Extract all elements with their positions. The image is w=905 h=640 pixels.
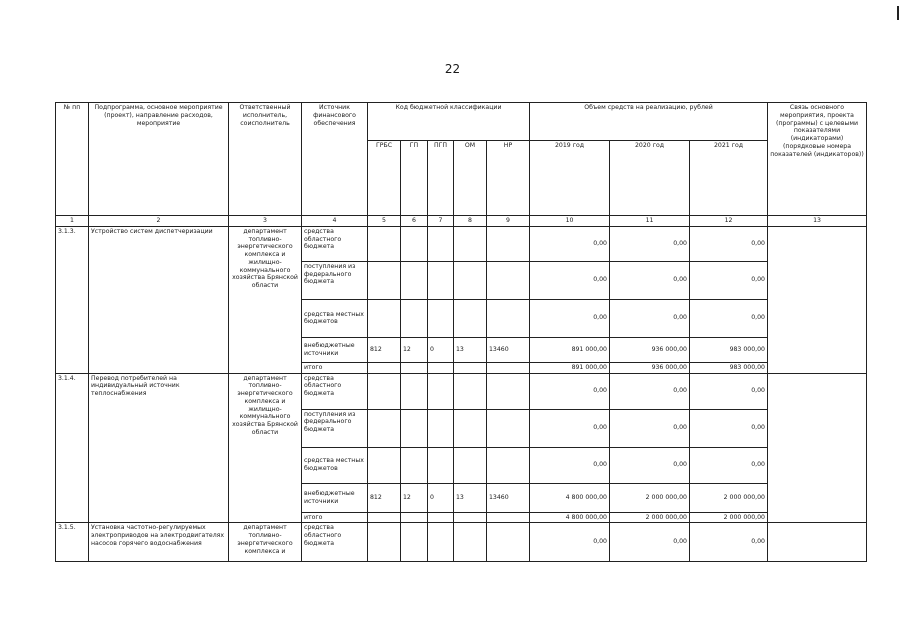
header-grbs: ГРБС bbox=[368, 141, 401, 216]
amount-2019: 0,00 bbox=[530, 226, 610, 261]
amount-2020: 0,00 bbox=[610, 373, 690, 409]
column-numbers-row bbox=[56, 216, 867, 227]
amount-2020: 0,00 bbox=[610, 409, 690, 447]
budget-table bbox=[55, 102, 867, 562]
col-number: 7 bbox=[428, 216, 454, 227]
amount-2019: 0,00 bbox=[530, 373, 610, 409]
header-link: Связь основного мероприятия, проекта (программы) с целевыми показателями (индикаторами) (порядковые номера показателей (индикаторов)) bbox=[768, 103, 867, 216]
col-number: 2 bbox=[89, 216, 229, 227]
source-regional: средства областного бюджета bbox=[302, 226, 368, 261]
amount-2021: 0,00 bbox=[690, 226, 768, 261]
amount-2020: 2 000 000,00 bbox=[610, 483, 690, 512]
amount-2019: 0,00 bbox=[530, 299, 610, 337]
amount-2019: 0,00 bbox=[530, 409, 610, 447]
source-federal: поступления из федерального бюджета bbox=[302, 409, 368, 447]
total-2020: 2 000 000,00 bbox=[610, 512, 690, 523]
code-grbs: 812 bbox=[368, 337, 401, 362]
code-grbs: 812 bbox=[368, 483, 401, 512]
source-regional: средства областного бюджета bbox=[302, 523, 368, 562]
amount-2021: 0,00 bbox=[690, 523, 768, 562]
header-subprogram: Подпрограмма, основное мероприятие (проект), направление расходов, мероприятие bbox=[89, 103, 229, 216]
code-nr: 13460 bbox=[487, 337, 530, 362]
source-extra: внебюджетные источники bbox=[302, 483, 368, 512]
row-num: 3.1.4. bbox=[56, 373, 89, 523]
header-2021: 2021 год bbox=[690, 141, 768, 216]
header-pgp: ПГП bbox=[428, 141, 454, 216]
col-number: 6 bbox=[401, 216, 428, 227]
total-2021: 2 000 000,00 bbox=[690, 512, 768, 523]
total-2020: 936 000,00 bbox=[610, 362, 690, 373]
code-om: 13 bbox=[454, 337, 487, 362]
amount-2019: 0,00 bbox=[530, 523, 610, 562]
amount-2020: 0,00 bbox=[610, 447, 690, 483]
amount-2020: 0,00 bbox=[610, 261, 690, 299]
header-budget-code: Код бюджетной классификации bbox=[368, 103, 530, 141]
header-nr: НР bbox=[487, 141, 530, 216]
table-row bbox=[56, 226, 867, 261]
col-number: 11 bbox=[610, 216, 690, 227]
row-num: 3.1.5. bbox=[56, 523, 89, 562]
table-row bbox=[56, 373, 867, 409]
code-gp: 12 bbox=[401, 337, 428, 362]
source-total: итого bbox=[302, 362, 368, 373]
row-executor: департамент топливно-энергетического комплекса и жилищно-коммунального хозяйства Брянской области bbox=[229, 226, 302, 373]
amount-2019: 891 000,00 bbox=[530, 337, 610, 362]
source-total: итого bbox=[302, 512, 368, 523]
row-executor: департамент топливно-энергетического комплекса и жилищно-коммунального хозяйства Брянской области bbox=[229, 373, 302, 523]
amount-2021: 0,00 bbox=[690, 373, 768, 409]
col-number: 8 bbox=[454, 216, 487, 227]
code-nr: 13460 bbox=[487, 483, 530, 512]
col-number: 5 bbox=[368, 216, 401, 227]
source-regional: средства областного бюджета bbox=[302, 373, 368, 409]
code-om: 13 bbox=[454, 483, 487, 512]
amount-2019: 0,00 bbox=[530, 447, 610, 483]
header-num: № пп bbox=[56, 103, 89, 216]
amount-2021: 0,00 bbox=[690, 299, 768, 337]
amount-2020: 0,00 bbox=[610, 299, 690, 337]
col-number: 10 bbox=[530, 216, 610, 227]
row-executor: департамент топливно-энергетического комплекса и bbox=[229, 523, 302, 562]
code-pgp: 0 bbox=[428, 337, 454, 362]
amount-2021: 983 000,00 bbox=[690, 337, 768, 362]
code-pgp: 0 bbox=[428, 483, 454, 512]
code-gp: 12 bbox=[401, 483, 428, 512]
amount-2020: 0,00 bbox=[610, 226, 690, 261]
amount-2021: 0,00 bbox=[690, 261, 768, 299]
col-number: 4 bbox=[302, 216, 368, 227]
total-2019: 4 800 000,00 bbox=[530, 512, 610, 523]
amount-2019: 0,00 bbox=[530, 261, 610, 299]
row-measure: Установка частотно-регулируемых электроприводов на электродвигателях насосов горячего водоснабжения bbox=[89, 523, 229, 562]
col-number: 12 bbox=[690, 216, 768, 227]
header-om: ОМ bbox=[454, 141, 487, 216]
source-extra: внебюджетные источники bbox=[302, 337, 368, 362]
col-number: 1 bbox=[56, 216, 89, 227]
row-measure: Перевод потребителей на индивидуальный источник теплоснабжения bbox=[89, 373, 229, 523]
source-local: средства местных бюджетов bbox=[302, 299, 368, 337]
header-gp: ГП bbox=[401, 141, 428, 216]
source-local: средства местных бюджетов bbox=[302, 447, 368, 483]
header-source: Источник финансового обеспечения bbox=[302, 103, 368, 216]
table-row bbox=[56, 523, 867, 562]
col-number: 13 bbox=[768, 216, 867, 227]
row-measure: Устройство систем диспетчеризации bbox=[89, 226, 229, 373]
header-2019: 2019 год bbox=[530, 141, 610, 216]
amount-2020: 936 000,00 bbox=[610, 337, 690, 362]
row-num: 3.1.3. bbox=[56, 226, 89, 373]
page-number: 22 bbox=[444, 62, 461, 76]
total-2019: 891 000,00 bbox=[530, 362, 610, 373]
col-number: 3 bbox=[229, 216, 302, 227]
amount-2021: 2 000 000,00 bbox=[690, 483, 768, 512]
total-2021: 983 000,00 bbox=[690, 362, 768, 373]
header-2020: 2020 год bbox=[610, 141, 690, 216]
amount-2021: 0,00 bbox=[690, 447, 768, 483]
amount-2019: 4 800 000,00 bbox=[530, 483, 610, 512]
header-executor: Ответственный исполнитель, соисполнитель bbox=[229, 103, 302, 216]
source-federal: поступления из федерального бюджета bbox=[302, 261, 368, 299]
amount-2020: 0,00 bbox=[610, 523, 690, 562]
page-edge-mark bbox=[897, 6, 899, 20]
amount-2021: 0,00 bbox=[690, 409, 768, 447]
col-number: 9 bbox=[487, 216, 530, 227]
header-volume: Объем средств на реализацию, рублей bbox=[530, 103, 768, 141]
